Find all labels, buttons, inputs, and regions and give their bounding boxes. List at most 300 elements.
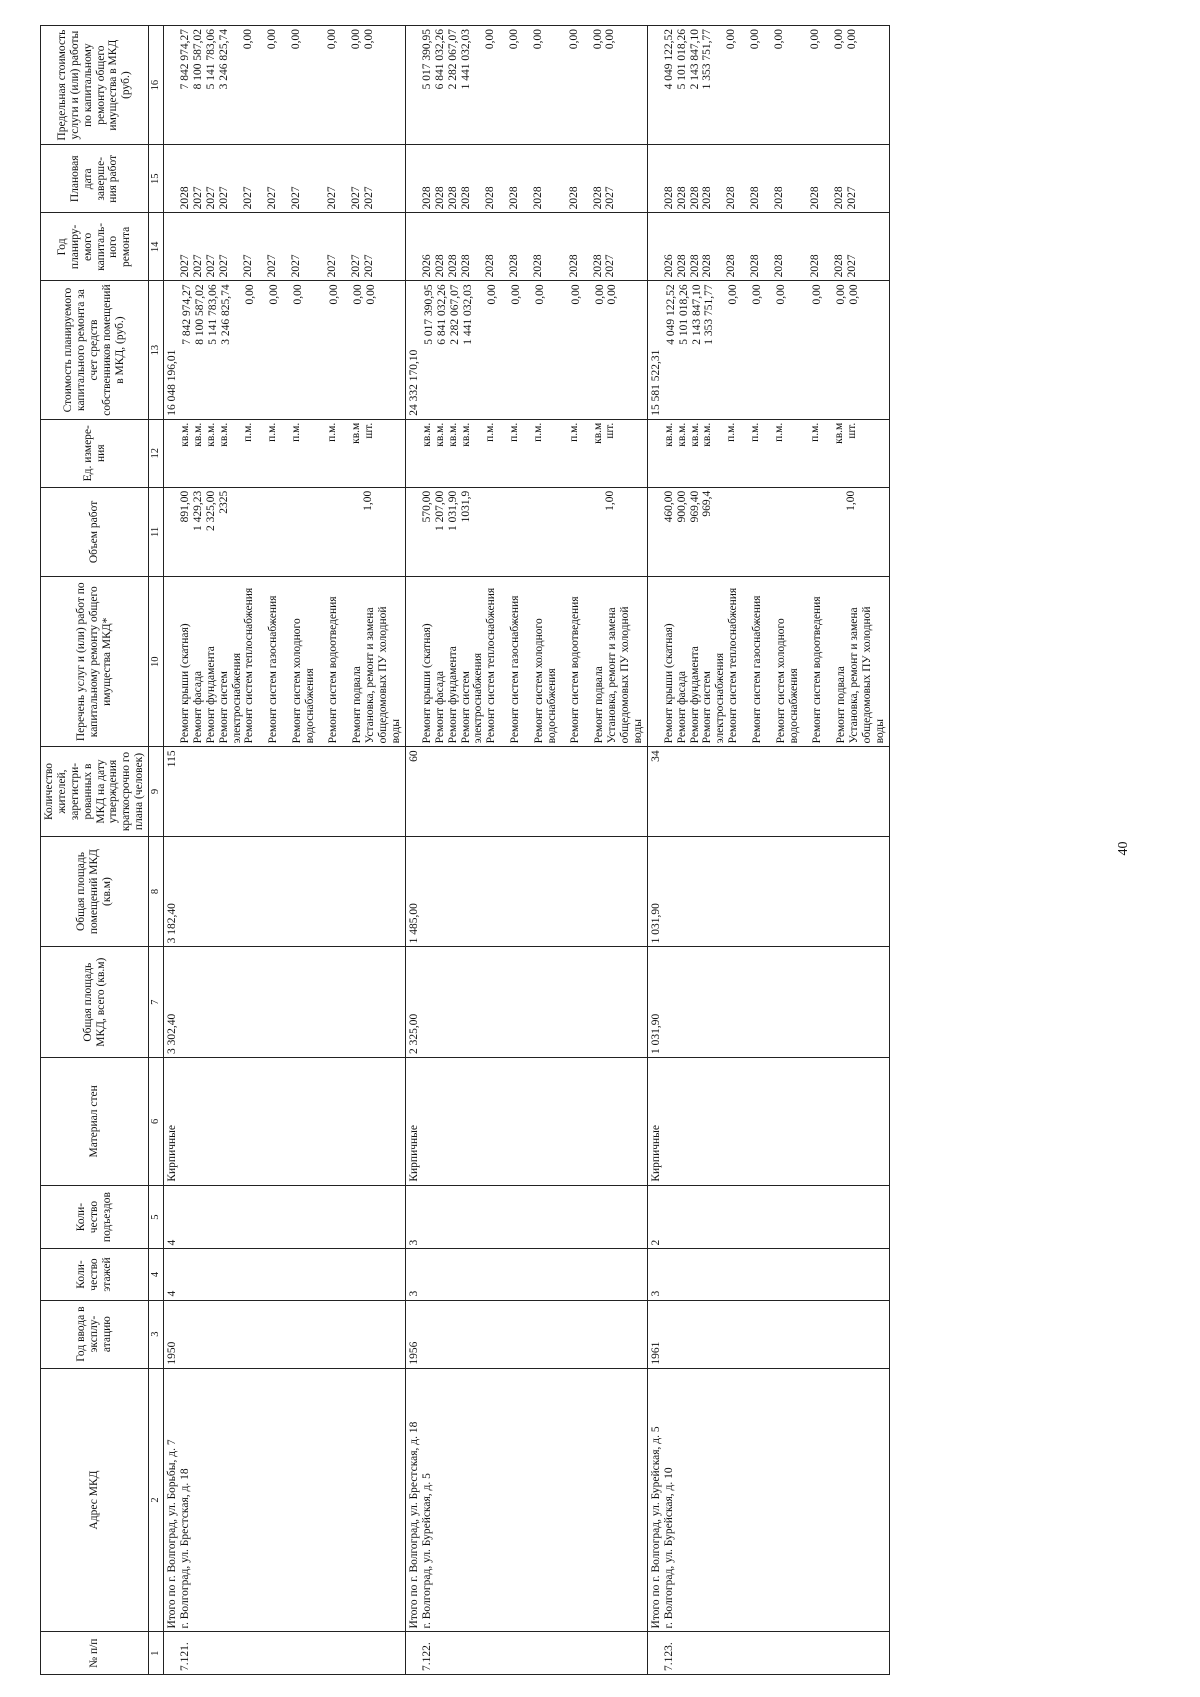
work-unit-item: кв.м. xyxy=(420,422,433,447)
work-volume-item xyxy=(290,491,326,573)
work-name-item: Ремонт фундамента xyxy=(446,646,459,744)
work-unit-item: кв.м xyxy=(833,422,846,444)
work-end-item: 2028 xyxy=(483,186,496,210)
area-rooms-cell: 1 031,90 xyxy=(647,836,889,947)
work-end-item: 2027 xyxy=(604,186,617,210)
floors-cell: 3 xyxy=(405,1249,647,1300)
work-limit-item: 1 353 751,77 xyxy=(701,29,714,90)
work-year-item: 2027 xyxy=(179,254,191,278)
work-end-item: 2028 xyxy=(420,186,433,210)
residents-cell: 60 xyxy=(405,747,647,836)
work-limit-item: 8 100 587,02 xyxy=(191,29,204,90)
work-limit-item: 6 841 032,26 xyxy=(433,29,446,90)
work-cost: 0,00 xyxy=(569,284,582,305)
total-cost: 15 581 522,31 xyxy=(649,349,662,416)
work-end-item: 2028 xyxy=(675,186,688,210)
year-cell: 1956 xyxy=(405,1300,647,1368)
work-volume-item xyxy=(833,491,845,573)
year-cell: 1961 xyxy=(647,1300,889,1368)
work-name-item: Ремонт крыши (скатная) xyxy=(179,623,191,744)
header-row xyxy=(41,26,149,1675)
work-limit-item: 3 246 825,74 xyxy=(217,29,230,90)
work-limit-item: 0,00 xyxy=(289,29,302,50)
work-volume-item xyxy=(773,491,809,573)
walls-cell: Кирпичные xyxy=(405,1058,647,1186)
work-year-item: 2026 xyxy=(420,254,433,278)
work-volume-item: 460,00 xyxy=(662,490,675,523)
work-year-item: 2028 xyxy=(483,254,496,278)
total-cost: 24 332 170,10 xyxy=(407,349,420,416)
work-volume-item: 1,00 xyxy=(845,490,858,511)
work-volume xyxy=(405,487,647,576)
work-volume-item: 2325 xyxy=(217,490,230,514)
area-total-cell: 2 325,00 xyxy=(405,947,647,1058)
work-year-item: 2027 xyxy=(325,254,338,278)
address-cell xyxy=(164,1368,406,1632)
work-volume-item xyxy=(532,491,568,573)
row-number: 7.123. xyxy=(647,1632,889,1675)
work-limit-item: 2 282 067,07 xyxy=(446,29,459,90)
work-end-item: 2027 xyxy=(241,186,254,210)
work-cost: 0,00 xyxy=(727,284,740,305)
work-year xyxy=(164,213,406,281)
work-volume-item xyxy=(484,491,508,573)
work-year-item: 2027 xyxy=(349,254,362,278)
work-year-item: 2028 xyxy=(446,254,459,278)
column-number: 13 xyxy=(149,281,164,419)
work-limit-item: 0,00 xyxy=(591,29,604,50)
work-volume-item xyxy=(725,491,749,573)
work-unit-item: п.м. xyxy=(241,422,254,442)
table-row xyxy=(405,26,647,1675)
column-header: № п/п xyxy=(41,1632,149,1675)
work-volume-item: 891,00 xyxy=(179,490,191,523)
work-end-item: 2028 xyxy=(179,186,191,210)
work-limit-item: 0,00 xyxy=(773,29,786,50)
work-year-item: 2028 xyxy=(725,254,738,278)
work-cost: 0,00 xyxy=(775,284,788,305)
work-name-item: Ремонт систем теплоснабжения xyxy=(485,587,498,744)
column-number: 12 xyxy=(149,419,164,487)
work-end-item: 2028 xyxy=(567,186,580,210)
work-year-item: 2028 xyxy=(531,254,544,278)
column-number: 16 xyxy=(149,26,164,145)
column-header: Коли-чество подъездов xyxy=(41,1185,149,1249)
work-year-item: 2028 xyxy=(809,254,822,278)
work-unit-item: кв.м. xyxy=(204,422,217,447)
column-number: 5 xyxy=(149,1185,164,1249)
work-volume-item: 900,00 xyxy=(675,490,688,523)
work-cost: 0,00 xyxy=(267,284,280,305)
column-header: Общая площадь МКД, всего (кв.м) xyxy=(41,947,149,1058)
column-number: 15 xyxy=(149,145,164,213)
work-end-item: 2027 xyxy=(265,186,278,210)
column-header: Плановая дата заверше-ния работ xyxy=(41,145,149,213)
work-end xyxy=(405,145,647,213)
work-limit-item: 0,00 xyxy=(604,29,617,50)
work-name-item: Ремонт фундамента xyxy=(204,646,217,744)
work-cost: 0,00 xyxy=(835,284,848,305)
work-limit xyxy=(405,26,647,145)
work-end xyxy=(164,145,406,213)
total-label: Итого по г. Волгоград, ул. Брестская, д. 18 xyxy=(407,1421,420,1629)
capital-repair-table xyxy=(40,25,890,1675)
column-number: 8 xyxy=(149,836,164,947)
work-end-item: 2027 xyxy=(289,186,302,210)
work-unit-item: кв.м. xyxy=(662,422,675,447)
work-end-item: 2028 xyxy=(591,186,604,210)
table-body xyxy=(164,26,890,1675)
work-name-item: Ремонт систем электроснабжения xyxy=(701,652,727,744)
column-header: Объем работ xyxy=(41,487,149,576)
work-limit-item: 0,00 xyxy=(531,29,544,50)
row-number: 7.121. xyxy=(164,1632,406,1675)
work-year-item: 2028 xyxy=(749,254,762,278)
walls-cell: Кирпичные xyxy=(164,1058,406,1186)
work-end-item: 2028 xyxy=(833,186,846,210)
work-end-item: 2028 xyxy=(809,186,822,210)
work-unit-item: п.м. xyxy=(809,422,822,442)
work-unit-item: кв.м. xyxy=(675,422,688,447)
work-year-item: 2027 xyxy=(241,254,254,278)
work-name xyxy=(647,577,889,747)
work-unit-item: п.м. xyxy=(725,422,738,442)
work-end-item: 2028 xyxy=(433,186,446,210)
table-row xyxy=(164,26,406,1675)
work-year-item: 2026 xyxy=(662,254,675,278)
work-unit-item: шт. xyxy=(846,422,859,439)
work-unit-item: п.м. xyxy=(325,422,338,442)
work-limit-item: 4 049 122,52 xyxy=(662,29,675,90)
work-end-item: 2027 xyxy=(217,186,230,210)
work-end-item: 2027 xyxy=(191,186,204,210)
column-number: 4 xyxy=(149,1249,164,1300)
work-volume-item: 1,00 xyxy=(603,490,616,511)
column-header: Год ввода в эксплу-атацию xyxy=(41,1300,149,1368)
work-volume-item xyxy=(809,491,833,573)
work-limit-item: 2 143 847,10 xyxy=(688,29,701,90)
work-cost: 1 441 032,03 xyxy=(461,284,474,345)
work-cost: 0,00 xyxy=(751,284,764,305)
work-unit-item: кв.м. xyxy=(459,422,472,447)
column-number: 11 xyxy=(149,487,164,576)
work-cost: 5 141 783,06 xyxy=(206,284,219,345)
floors-cell: 3 xyxy=(647,1249,889,1300)
column-number: 1 xyxy=(149,1632,164,1675)
work-cost: 1 353 751,77 xyxy=(703,284,716,345)
work-cost: 2 143 847,10 xyxy=(690,284,703,345)
page-number: 40 xyxy=(1116,841,1131,856)
total-label: Итого по г. Волгоград, ул. Бурейская, д. 5 xyxy=(649,1426,662,1629)
work-unit-item: кв.м. xyxy=(191,422,204,447)
work-name-item: Ремонт крыши (скатная) xyxy=(420,623,433,744)
work-limit-item: 0,00 xyxy=(809,29,822,50)
column-number: 6 xyxy=(149,1058,164,1186)
work-year xyxy=(647,213,889,281)
work-year-item: 2028 xyxy=(433,254,446,278)
year-cell: 1950 xyxy=(164,1300,406,1368)
work-end-item: 2027 xyxy=(362,186,375,210)
work-limit-item: 0,00 xyxy=(507,29,520,50)
work-cost: 0,00 xyxy=(606,284,619,305)
work-limit xyxy=(647,26,889,145)
work-end-item: 2028 xyxy=(749,186,762,210)
work-year-item: 2027 xyxy=(191,254,204,278)
address-cell xyxy=(647,1368,889,1632)
work-end-item: 2027 xyxy=(349,186,362,210)
work-unit-item: п.м. xyxy=(289,422,302,442)
entrances-cell: 2 xyxy=(647,1185,889,1249)
work-unit-item: п.м. xyxy=(773,422,786,442)
work-cost: 2 282 067,07 xyxy=(448,284,461,345)
work-limit-item: 0,00 xyxy=(483,29,496,50)
work-unit xyxy=(164,419,406,487)
area-rooms-cell: 1 485,00 xyxy=(405,836,647,947)
work-year-item: 2028 xyxy=(459,254,472,278)
work-cost: 0,00 xyxy=(509,284,522,305)
work-unit-item: п.м. xyxy=(531,422,544,442)
column-header: Перечень услуг и (или) работ по капитальному ремонту общего имущества МКД* xyxy=(41,577,149,747)
column-number: 7 xyxy=(149,947,164,1058)
area-total-cell: 3 302,40 xyxy=(164,947,406,1058)
work-limit-item: 0,00 xyxy=(833,29,846,50)
work-unit-item: п.м. xyxy=(507,422,520,442)
residents-cell: 115 xyxy=(164,747,406,836)
work-limit-item: 0,00 xyxy=(725,29,738,50)
work-cost: 0,00 xyxy=(533,284,546,305)
work-volume-item: 1 429,23 xyxy=(191,490,204,532)
work-cost: 5 101 018,26 xyxy=(677,284,690,345)
work-limit-item: 0,00 xyxy=(362,29,375,50)
work-year-item: 2027 xyxy=(217,254,230,278)
work-cost: 0,00 xyxy=(327,284,340,305)
work-limit-item: 5 017 390,95 xyxy=(420,29,433,90)
work-end-item: 2028 xyxy=(531,186,544,210)
work-cost: 0,00 xyxy=(593,284,606,305)
work-name-item: Ремонт подвала xyxy=(593,666,606,744)
table-row xyxy=(647,26,889,1675)
work-unit-item: п.м. xyxy=(567,422,580,442)
work-limit-item: 0,00 xyxy=(749,29,762,50)
address: г. Волгоград, ул. Брестская, д. 18 xyxy=(178,1468,191,1629)
work-cost: 0,00 xyxy=(291,284,304,305)
work-year-item: 2028 xyxy=(701,254,714,278)
column-header: Материал стен xyxy=(41,1058,149,1186)
cost-cell xyxy=(164,281,406,419)
work-volume-item xyxy=(350,491,362,573)
work-name-item: Ремонт фасада xyxy=(433,671,446,744)
work-year-item: 2027 xyxy=(846,254,859,278)
column-number: 10 xyxy=(149,577,164,747)
work-name-item: Ремонт систем водоотведения xyxy=(327,596,340,744)
work-limit-item: 0,00 xyxy=(846,29,859,50)
work-name-item: Ремонт систем газоснабжения xyxy=(509,595,522,744)
work-volume-item: 2 325,00 xyxy=(204,490,217,532)
work-limit-item: 1 441 032,03 xyxy=(459,29,472,90)
area-total-cell: 1 031,90 xyxy=(647,947,889,1058)
work-cost: 3 246 825,74 xyxy=(219,284,232,345)
work-year-item: 2027 xyxy=(362,254,375,278)
work-volume xyxy=(164,487,406,576)
work-name-item: Ремонт систем холодного водоснабжения xyxy=(291,618,317,744)
work-cost: 7 842 974,27 xyxy=(181,284,193,345)
work-limit-item: 0,00 xyxy=(265,29,278,50)
work-year-item: 2027 xyxy=(204,254,217,278)
work-cost: 5 017 390,95 xyxy=(422,284,435,345)
work-limit-item: 0,00 xyxy=(241,29,254,50)
area-rooms-cell: 3 182,40 xyxy=(164,836,406,947)
address: г. Волгоград, ул. Бурейская, д. 5 xyxy=(420,1473,433,1629)
work-name-item: Ремонт подвала xyxy=(835,666,848,744)
work-name-item: Ремонт систем газоснабжения xyxy=(267,595,280,744)
work-year-item: 2028 xyxy=(773,254,786,278)
work-name-item: Ремонт систем электроснабжения xyxy=(459,652,485,744)
cost-cell xyxy=(647,281,889,419)
work-volume-item: 969,4 xyxy=(701,490,714,517)
work-name-item: Ремонт систем водоотведения xyxy=(811,596,824,744)
work-name xyxy=(164,577,406,747)
work-end-item: 2028 xyxy=(662,186,675,210)
row-number: 7.122. xyxy=(405,1632,647,1675)
work-end-item: 2028 xyxy=(688,186,701,210)
entrances-cell: 4 xyxy=(164,1185,406,1249)
address: г. Волгоград, ул. Бурейская, д. 10 xyxy=(662,1467,675,1629)
work-name-item: Ремонт фасада xyxy=(675,671,688,744)
work-name-item: Установка, ремонт и замена общедомовых ПУ холодной воды xyxy=(606,606,644,744)
total-cost: 16 048 196,01 xyxy=(166,349,178,416)
work-end-item: 2027 xyxy=(325,186,338,210)
column-number: 14 xyxy=(149,213,164,281)
cost-cell xyxy=(405,281,647,419)
work-unit xyxy=(647,419,889,487)
work-year-item: 2027 xyxy=(604,254,617,278)
work-year-item: 2028 xyxy=(688,254,701,278)
work-cost: 0,00 xyxy=(364,284,377,305)
work-unit-item: кв.м. xyxy=(217,422,230,447)
work-end-item: 2028 xyxy=(507,186,520,210)
work-unit-item: шт. xyxy=(604,422,617,439)
column-header: Предельная стоимость услуги и (или) работы по капитальному ремонту общего имущества в МКД (руб.) xyxy=(41,26,149,145)
work-unit xyxy=(405,419,647,487)
work-limit-item: 7 842 974,27 xyxy=(179,29,191,90)
work-unit-item: шт. xyxy=(362,422,375,439)
work-name-item: Установка, ремонт и замена общедомовых ПУ холодной воды xyxy=(364,606,402,744)
work-name-item: Ремонт систем холодного водоснабжения xyxy=(775,618,800,744)
work-end-item: 2027 xyxy=(846,186,859,210)
work-limit-item: 5 101 018,26 xyxy=(675,29,688,90)
work-year-item: 2028 xyxy=(833,254,846,278)
work-unit-item: п.м. xyxy=(483,422,496,442)
work-unit-item: кв.м. xyxy=(701,422,714,447)
work-volume-item: 969,40 xyxy=(688,490,701,523)
column-header: Общая площадь помещений МКД (кв.м) xyxy=(41,836,149,947)
work-unit-item: кв.м xyxy=(349,422,362,444)
work-cost: 0,00 xyxy=(811,284,824,305)
work-cost: 0,00 xyxy=(848,284,861,305)
work-end xyxy=(647,145,889,213)
work-end-item: 2028 xyxy=(725,186,738,210)
work-limit-item: 0,00 xyxy=(325,29,338,50)
work-volume-item: 1 207,00 xyxy=(433,490,446,532)
work-year-item: 2027 xyxy=(265,254,278,278)
work-name-item: Ремонт фундамента xyxy=(688,646,701,744)
work-volume-item xyxy=(749,491,773,573)
work-cost: 0,00 xyxy=(351,284,364,305)
work-end-item: 2028 xyxy=(459,186,472,210)
work-year xyxy=(405,213,647,281)
work-name-item: Ремонт систем холодного водоснабжения xyxy=(533,618,559,744)
work-cost: 8 100 587,02 xyxy=(193,284,206,345)
work-unit-item: п.м. xyxy=(749,422,762,442)
column-number: 3 xyxy=(149,1300,164,1368)
work-volume-item: 570,00 xyxy=(420,490,433,523)
work-unit-item: кв.м xyxy=(591,422,604,444)
work-name-item: Ремонт фасада xyxy=(191,671,204,744)
work-name-item: Ремонт крыши (скатная) xyxy=(662,623,675,744)
work-name-item: Ремонт систем теплоснабжения xyxy=(727,587,740,744)
work-unit-item: кв.м. xyxy=(688,422,701,447)
work-name xyxy=(405,577,647,747)
column-number: 9 xyxy=(149,747,164,836)
work-name-item: Ремонт подвала xyxy=(351,666,364,744)
work-volume-item xyxy=(242,491,266,573)
address-cell xyxy=(405,1368,647,1632)
column-number: 2 xyxy=(149,1368,164,1632)
column-header: Количество жителей, зарегистри-рованных в МКД на дату утверждения краткосрочно го плана (человек) xyxy=(41,747,149,836)
work-year-item: 2028 xyxy=(507,254,520,278)
work-volume-item xyxy=(266,491,290,573)
total-label: Итого по г. Волгоград, ул. Борьбы, д. 7 xyxy=(166,1439,178,1629)
work-name-item: Ремонт систем водоотведения xyxy=(569,596,582,744)
work-volume-item xyxy=(508,491,532,573)
work-unit-item: кв.м. xyxy=(179,422,191,447)
work-volume xyxy=(647,487,889,576)
work-limit-item: 0,00 xyxy=(349,29,362,50)
work-unit-item: п.м. xyxy=(265,422,278,442)
work-volume-item: 1031,9 xyxy=(459,490,472,523)
residents-cell: 34 xyxy=(647,747,889,836)
column-number-row xyxy=(149,26,164,1675)
work-cost: 0,00 xyxy=(485,284,498,305)
column-header: Год планиру-емого капиталь-ного ремонта xyxy=(41,213,149,281)
column-header: Ед. измере-ния xyxy=(41,419,149,487)
work-name-item: Установка, ремонт и замена общедомовых ПУ холодной воды xyxy=(848,606,886,744)
work-volume-item xyxy=(326,491,350,573)
work-name-item: Ремонт систем теплоснабжения xyxy=(243,587,256,744)
work-end-item: 2028 xyxy=(446,186,459,210)
work-unit-item: кв.м. xyxy=(433,422,446,447)
work-end-item: 2028 xyxy=(701,186,714,210)
work-limit-item: 0,00 xyxy=(567,29,580,50)
work-cost: 0,00 xyxy=(243,284,256,305)
work-name-item: Ремонт систем электроснабжения xyxy=(217,652,243,744)
work-volume-item xyxy=(568,491,592,573)
work-limit xyxy=(164,26,406,145)
column-header: Коли-чество этажей xyxy=(41,1249,149,1300)
work-volume-item xyxy=(592,491,604,573)
work-limit-item: 5 141 783,06 xyxy=(204,29,217,90)
work-volume-item: 1 031,90 xyxy=(446,490,459,532)
work-end-item: 2028 xyxy=(773,186,786,210)
work-cost: 6 841 032,26 xyxy=(435,284,448,345)
work-volume-item: 1,00 xyxy=(361,490,374,511)
work-name-item: Ремонт систем газоснабжения xyxy=(751,595,764,744)
walls-cell: Кирпичные xyxy=(647,1058,889,1186)
work-year-item: 2028 xyxy=(591,254,604,278)
work-year-item: 2028 xyxy=(675,254,688,278)
column-header: Стоимость планируемого капитального ремонта за счет средств собственников помещений в МКД, (руб.) xyxy=(41,281,149,419)
work-cost: 4 049 122,52 xyxy=(664,284,677,345)
